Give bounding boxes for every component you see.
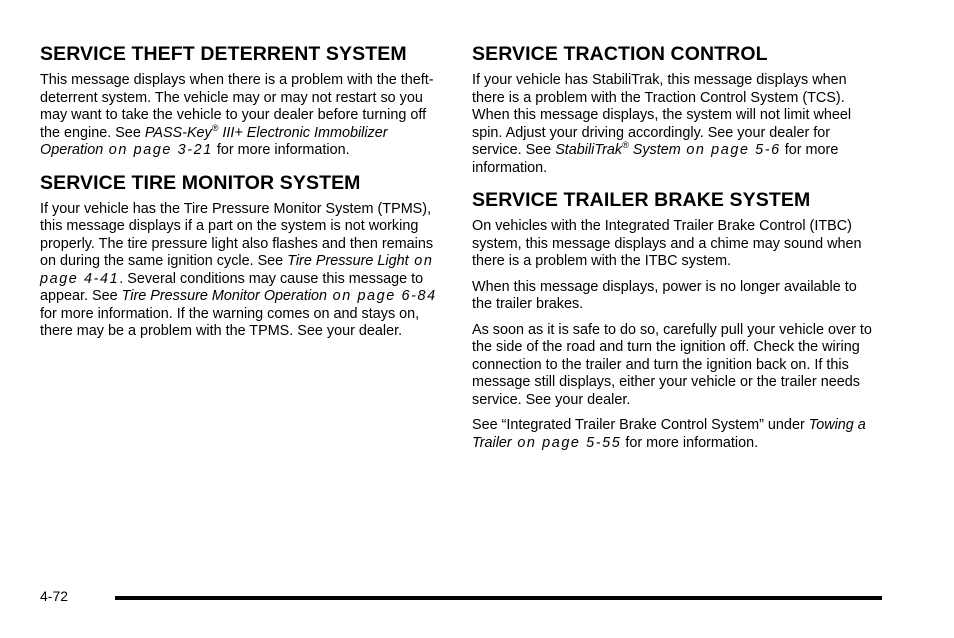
section-traction-control — [472, 41, 877, 177]
right-column — [472, 41, 877, 462]
section-heading: SERVICE THEFT DETERRENT SYSTEM — [40, 43, 407, 65]
section-paragraph: On vehicles with the Integrated Trailer Brake Control (ITBC) system, this message displays and a chime may sound when there is a problem with the ITBC system. — [472, 218, 862, 269]
left-column — [40, 41, 440, 351]
section-body: This message displays when there is a problem with the theft-deterrent system. The vehicle may or may not restart so you may want to take the vehicle to your dealer before turning off the engine. See PASS-Key® III+ Electronic Immobilizer Operation on page 3-21 for more information. — [40, 72, 434, 158]
section-body: If your vehicle has StabiliTrak, this message displays when there is a problem with the Traction Control System (TCS). When this message displays, the system will not limit wheel spin. Adjust your driving accordingly. See your dealer for service. See StabiliTrak® System on page 5-6 for more information. — [472, 72, 852, 176]
section-tire-monitor — [40, 170, 440, 341]
cross-reference-link[interactable]: PASS-Key® III+ Electronic Immobilizer Operation on page 3-21 — [40, 122, 388, 158]
cross-reference-link[interactable]: Towing a Trailer on page 5-55 — [472, 417, 866, 451]
section-paragraph: As soon as it is safe to do so, carefully pull your vehicle over to the side of the road and turn the ignition off. Check the wiring connection to the trailer and turn the ignition back on. If this message still displays, either your vehicle or the trailer needs service. See your dealer. — [472, 321, 872, 408]
section-heading: SERVICE TRACTION CONTROL — [472, 43, 768, 65]
section-body: If your vehicle has the Tire Pressure Monitor System (TPMS), this message displays if a part on the system is not working properly. The tire pressure light also flashes and then remains on during the same ignition cycle. See Tire Pressure Light on page 4-41. Several conditions may cause this message to appear. See Tire Pressure Monitor Operation on page 6-84 for more information. If the warning comes on and stays on, there may be a problem with the TPMS. See your dealer. — [40, 200, 437, 339]
section-heading: SERVICE TRAILER BRAKE SYSTEM — [472, 189, 811, 211]
cross-reference-link[interactable]: Tire Pressure Monitor Operation on page 6-84 — [121, 288, 437, 304]
section-heading: SERVICE TIRE MONITOR SYSTEM — [40, 171, 361, 194]
section-paragraph: When this message displays, power is no longer available to the trailer brakes. — [472, 278, 857, 312]
section-paragraph: See “Integrated Trailer Brake Control System” under Towing a Trailer on page 5-55 for more information. — [472, 417, 866, 451]
cross-reference-link[interactable]: StabiliTrak® System on page 5-6 — [555, 140, 781, 158]
section-trailer-brake — [472, 187, 877, 452]
page-number: 4-72 — [40, 588, 69, 604]
footer-rule — [115, 596, 882, 600]
cross-reference-link[interactable]: Tire Pressure Light on page 4-41 — [40, 253, 434, 287]
section-theft-deterrent — [40, 41, 440, 160]
